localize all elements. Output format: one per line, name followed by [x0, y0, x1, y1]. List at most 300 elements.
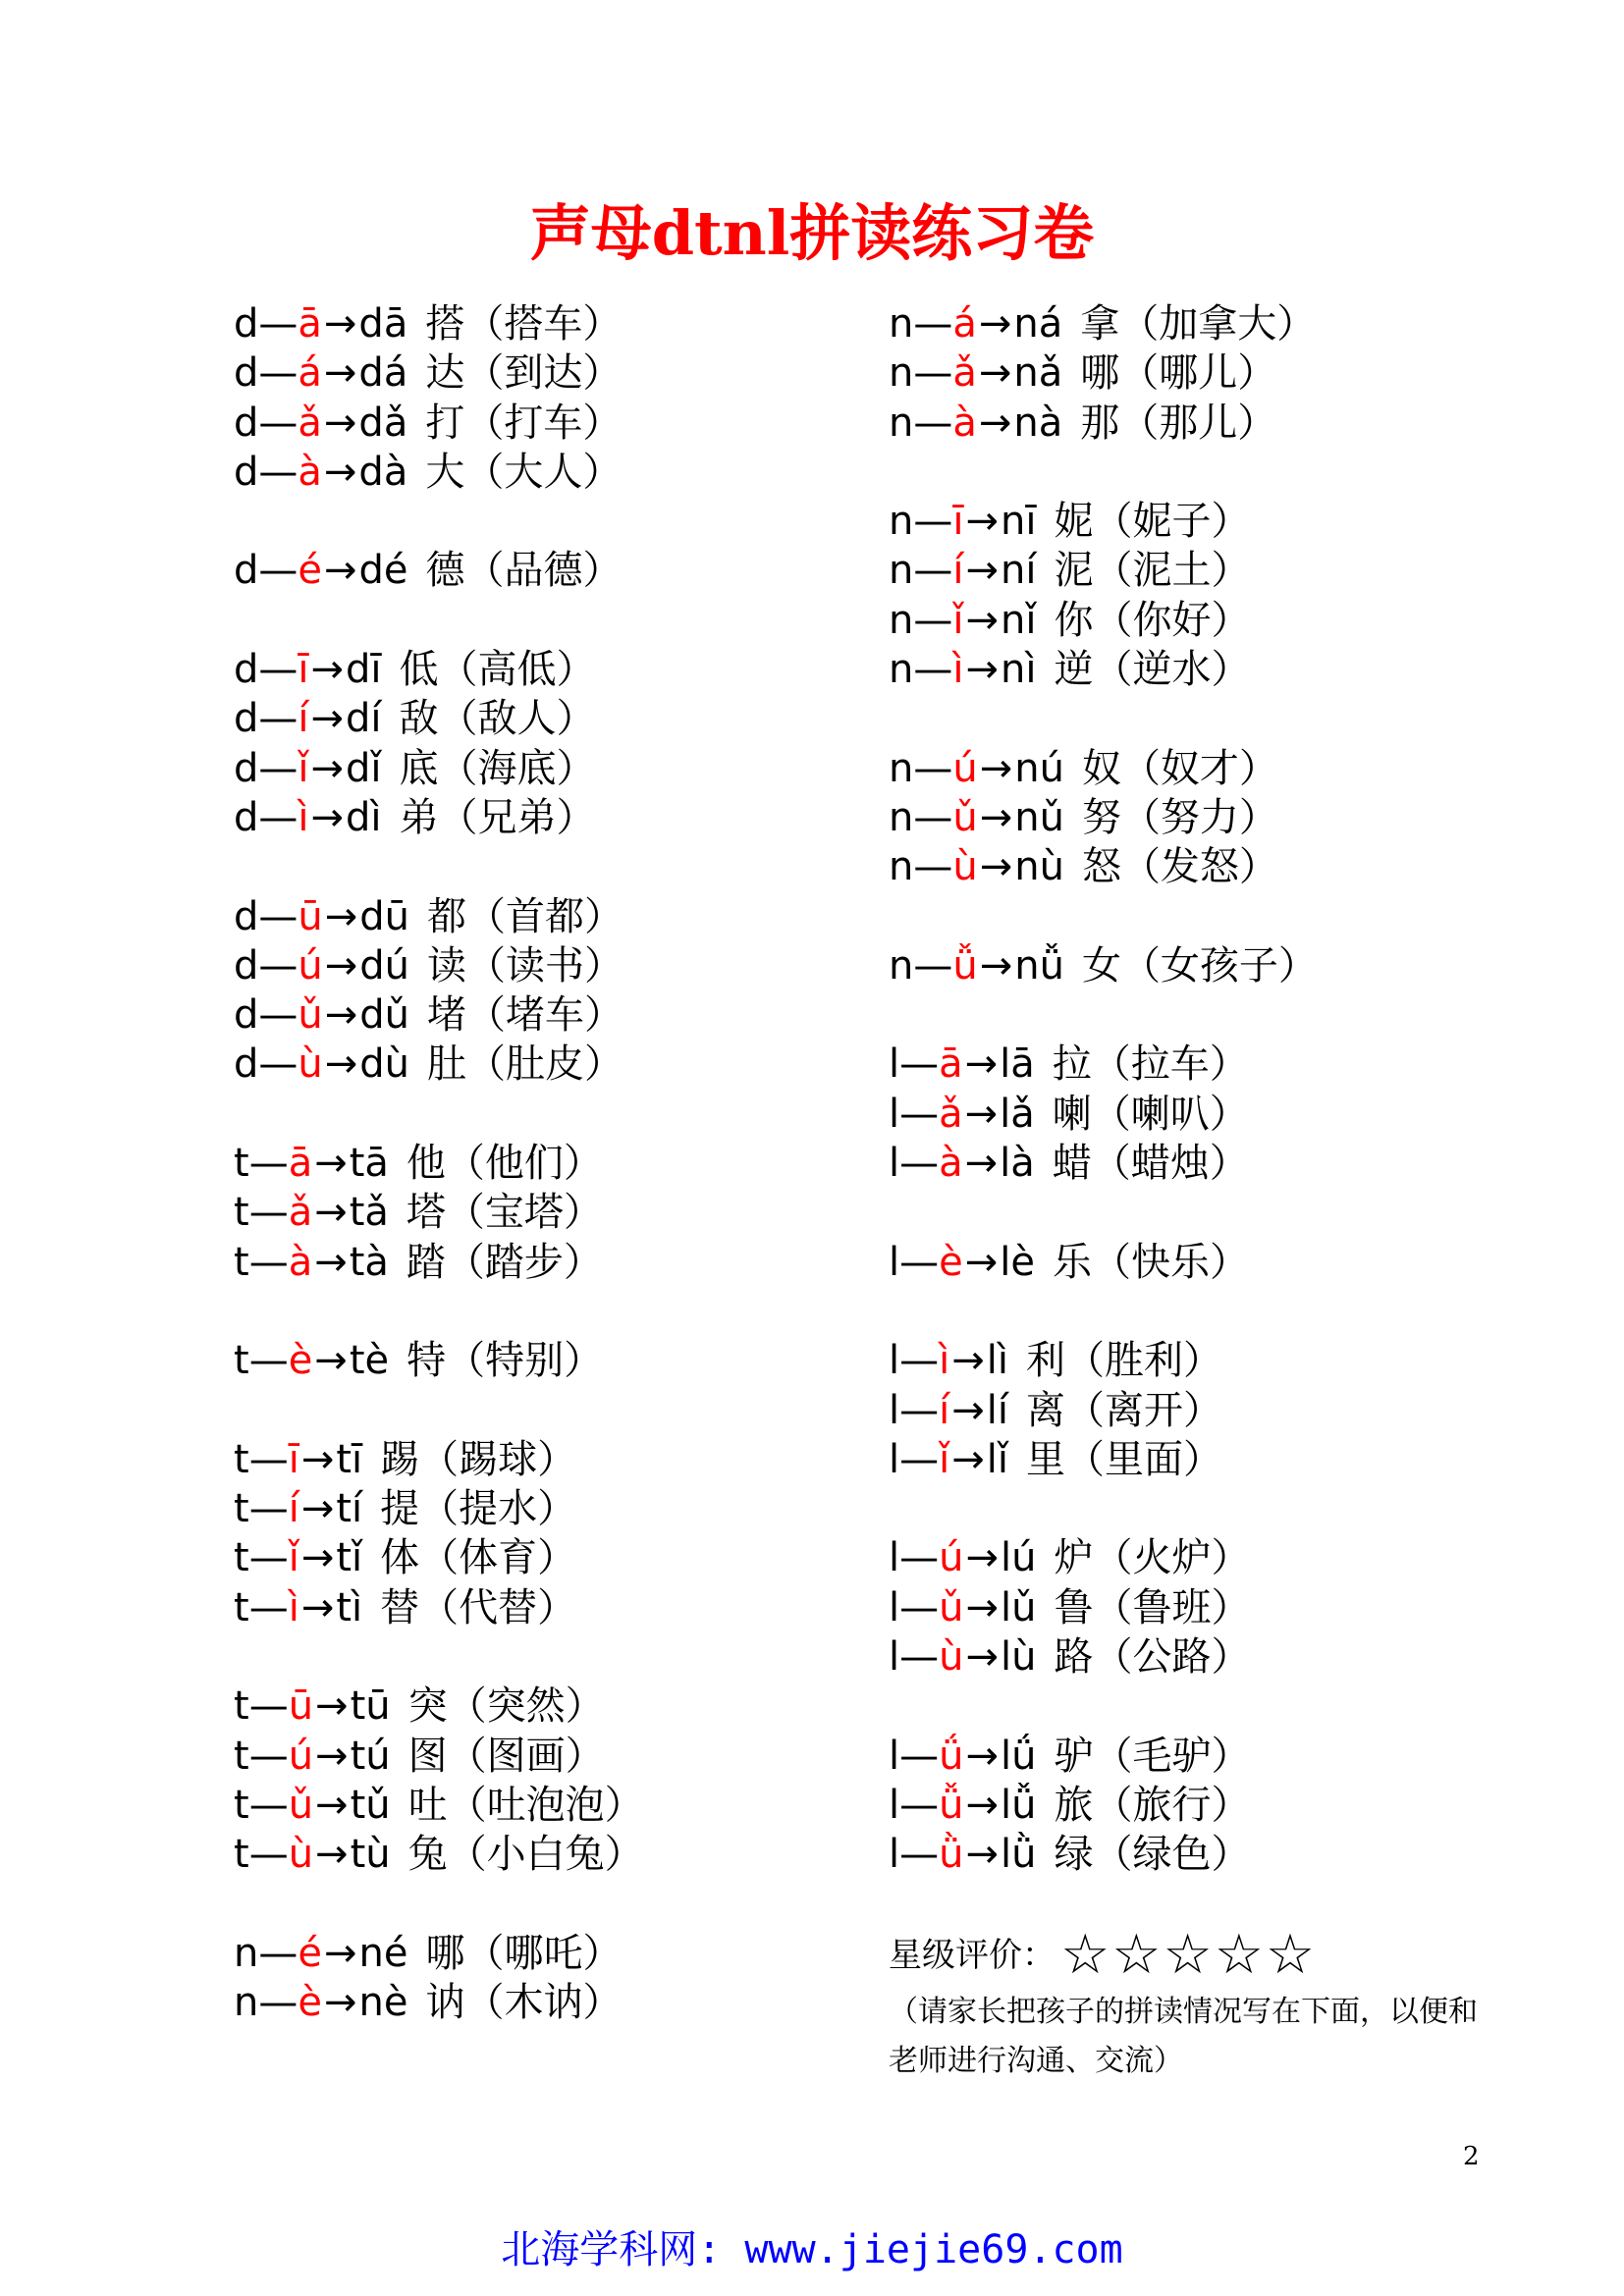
- syllable-result: nù: [1014, 844, 1064, 890]
- example-word: （读书）: [466, 942, 624, 988]
- dash-symbol: —: [258, 1041, 298, 1088]
- pinyin-row: [234, 941, 644, 990]
- initial-letter: l: [889, 1436, 900, 1482]
- pinyin-row: [234, 1830, 644, 1879]
- hanzi-character: 大: [425, 449, 465, 495]
- tone-vowel: è: [939, 1239, 963, 1285]
- blank-row: [889, 1287, 1318, 1336]
- dash-symbol: —: [899, 1782, 940, 1828]
- dash-symbol: —: [248, 1141, 289, 1187]
- arrow-icon: →: [323, 301, 357, 347]
- example-word: （他们）: [445, 1141, 603, 1187]
- initial-letter: n: [889, 794, 914, 840]
- rating-note: （请家长把孩子的拼读情况写在下面，以便和老师进行沟通、交流）: [889, 1995, 1478, 2078]
- dash-symbol: —: [899, 1338, 940, 1384]
- initial-letter: t: [234, 1239, 249, 1285]
- pinyin-row: [234, 399, 644, 448]
- pinyin-row: [234, 1781, 644, 1830]
- pinyin-row: [234, 1682, 644, 1731]
- blank-row: [234, 842, 644, 891]
- pinyin-row: [234, 793, 644, 842]
- blank-row: [234, 1287, 644, 1336]
- initial-letter: t: [234, 1683, 249, 1730]
- syllable-result: nǐ: [1001, 597, 1037, 643]
- example-word: （首都）: [466, 893, 624, 939]
- tone-vowel: ù: [298, 1041, 323, 1088]
- tone-vowel: ā: [288, 1141, 313, 1187]
- initial-letter: d: [234, 400, 259, 446]
- initial-letter: d: [234, 992, 259, 1039]
- pinyin-row: [889, 1435, 1318, 1484]
- pinyin-row: [234, 694, 644, 743]
- dash-symbol: —: [258, 794, 298, 840]
- syllable-result: dǔ: [359, 992, 410, 1039]
- initial-letter: l: [889, 1832, 900, 1878]
- arrow-icon: →: [310, 745, 345, 791]
- hanzi-character: 堵: [427, 992, 467, 1039]
- arrow-icon: →: [310, 696, 345, 742]
- pinyin-row: [234, 1732, 644, 1781]
- initial-letter: n: [234, 1930, 259, 1976]
- example-word: （敌人）: [438, 696, 596, 742]
- pinyin-row: [234, 299, 644, 348]
- tone-vowel: ù: [939, 1634, 964, 1681]
- syllable-result: dí: [346, 696, 382, 742]
- blank-row: [889, 694, 1318, 743]
- tone-vowel: ú: [952, 745, 978, 791]
- tone-vowel: ì: [298, 794, 309, 840]
- arrow-icon: →: [965, 499, 999, 545]
- syllable-result: lā: [1000, 1041, 1035, 1088]
- dash-symbol: —: [258, 350, 298, 397]
- hanzi-character: 拉: [1052, 1041, 1092, 1088]
- example-word: （吐泡泡）: [447, 1782, 644, 1828]
- example-word: （公路）: [1093, 1634, 1251, 1681]
- syllable-result: lù: [1001, 1634, 1037, 1681]
- hanzi-character: 女: [1081, 942, 1121, 988]
- hanzi-character: 哪: [425, 1930, 465, 1976]
- initial-letter: n: [234, 1980, 259, 2026]
- hanzi-character: 拿: [1080, 301, 1120, 347]
- pinyin-row: [889, 299, 1318, 348]
- dash-symbol: —: [248, 1486, 289, 1532]
- tone-vowel: í: [939, 1387, 950, 1433]
- dash-symbol: —: [913, 301, 953, 347]
- pinyin-row: [889, 793, 1318, 842]
- example-word: （特别）: [446, 1338, 604, 1384]
- blank-row: [889, 990, 1318, 1040]
- syllable-result: lè: [1000, 1239, 1035, 1285]
- arrow-icon: →: [964, 1141, 999, 1187]
- syllable-result: tū: [350, 1683, 391, 1730]
- tone-vowel: ī: [298, 647, 309, 693]
- tone-vowel: à: [939, 1141, 963, 1187]
- dash-symbol: —: [899, 1091, 940, 1137]
- blank-row: [889, 1484, 1318, 1533]
- example-word: （鲁班）: [1093, 1584, 1251, 1630]
- arrow-icon: →: [314, 1141, 348, 1187]
- pinyin-row: [889, 1040, 1318, 1089]
- initial-letter: n: [889, 301, 914, 347]
- dash-symbol: —: [913, 548, 953, 594]
- tone-vowel: ī: [288, 1436, 299, 1482]
- example-word: （到达）: [464, 350, 623, 397]
- pinyin-row: [889, 744, 1318, 793]
- hanzi-character: 底: [399, 745, 439, 791]
- arrow-icon: →: [315, 1683, 349, 1730]
- syllable-result: dà: [358, 449, 408, 495]
- example-word: （搭车）: [464, 301, 623, 347]
- arrow-icon: →: [979, 942, 1013, 988]
- dash-symbol: —: [248, 1832, 289, 1878]
- example-word: （离开）: [1065, 1387, 1222, 1433]
- example-word: （提水）: [419, 1486, 577, 1532]
- hanzi-character: 敌: [399, 696, 439, 742]
- initial-letter: d: [234, 1041, 259, 1088]
- initial-letter: n: [889, 548, 914, 594]
- dash-symbol: —: [248, 1733, 289, 1779]
- arrow-icon: →: [965, 1634, 999, 1681]
- hanzi-character: 低: [399, 647, 439, 693]
- pinyin-row: [889, 645, 1318, 694]
- arrow-icon: →: [965, 548, 999, 594]
- blank-row: [234, 1386, 644, 1435]
- hanzi-character: 踢: [380, 1436, 420, 1482]
- pinyin-row: [889, 546, 1318, 595]
- tone-vowel: ì: [939, 1338, 950, 1384]
- tone-vowel: í: [952, 548, 964, 594]
- tone-vowel: é: [298, 1930, 322, 1976]
- dash-symbol: —: [899, 1584, 940, 1630]
- pinyin-row: [234, 1435, 644, 1484]
- dash-symbol: —: [899, 1239, 940, 1285]
- pinyin-row: [234, 348, 644, 398]
- tone-vowel: ā: [298, 301, 322, 347]
- tone-vowel: ǎ: [952, 350, 977, 397]
- dash-symbol: —: [899, 1387, 940, 1433]
- dash-symbol: —: [913, 794, 953, 840]
- initial-letter: t: [234, 1141, 249, 1187]
- arrow-icon: →: [979, 794, 1013, 840]
- hanzi-character: 绿: [1054, 1832, 1094, 1878]
- arrow-icon: →: [315, 1733, 349, 1779]
- arrow-icon: →: [310, 794, 345, 840]
- example-word: （高低）: [438, 647, 596, 693]
- pinyin-row: [234, 1139, 644, 1188]
- hanzi-character: 旅: [1054, 1782, 1094, 1828]
- example-word: （努力）: [1120, 794, 1278, 840]
- hanzi-character: 塔: [406, 1190, 446, 1236]
- tone-vowel: à: [298, 449, 322, 495]
- pinyin-row: [234, 1336, 644, 1385]
- tone-vowel: ǘ: [939, 1733, 964, 1779]
- initial-letter: t: [234, 1338, 249, 1384]
- hanzi-character: 兔: [407, 1832, 448, 1878]
- initial-letter: l: [889, 1584, 900, 1630]
- tone-vowel: á: [298, 350, 322, 397]
- syllable-result: tǔ: [350, 1782, 391, 1828]
- dash-symbol: —: [258, 745, 298, 791]
- arrow-icon: →: [965, 1832, 999, 1878]
- initial-letter: l: [889, 1239, 900, 1285]
- dash-symbol: —: [899, 1634, 940, 1681]
- example-word: （逆水）: [1093, 647, 1251, 693]
- dash-symbol: —: [248, 1535, 289, 1581]
- hanzi-character: 讷: [425, 1980, 465, 2026]
- pinyin-row: [234, 1929, 644, 1978]
- pinyin-row: [234, 1238, 644, 1287]
- hanzi-character: 提: [380, 1486, 420, 1532]
- pinyin-row: [889, 596, 1318, 645]
- dash-symbol: —: [913, 745, 953, 791]
- pinyin-row: [234, 744, 644, 793]
- initial-letter: t: [234, 1190, 249, 1236]
- initial-letter: t: [234, 1832, 249, 1878]
- dash-symbol: —: [258, 301, 298, 347]
- syllable-result: lǜ: [1001, 1832, 1037, 1878]
- dash-symbol: —: [248, 1584, 289, 1630]
- blank-row: [234, 596, 644, 645]
- tone-vowel: ǚ: [939, 1782, 964, 1828]
- initial-letter: l: [889, 1535, 900, 1581]
- hanzi-character: 肚: [427, 1041, 467, 1088]
- example-word: （毛驴）: [1093, 1733, 1251, 1779]
- pinyin-row: [234, 1978, 644, 2027]
- example-word: （海底）: [438, 745, 596, 791]
- syllable-result: dǎ: [358, 400, 408, 446]
- blank-row: [889, 1188, 1318, 1237]
- initial-letter: n: [889, 597, 914, 643]
- example-word: （快乐）: [1091, 1239, 1249, 1285]
- pinyin-row: [889, 399, 1318, 448]
- tone-vowel: ī: [952, 499, 964, 545]
- arrow-icon: →: [314, 1190, 348, 1236]
- initial-letter: t: [234, 1782, 249, 1828]
- pinyin-row: [234, 448, 644, 497]
- example-word: （踏步）: [445, 1239, 603, 1285]
- syllable-result: tī: [336, 1436, 363, 1482]
- hanzi-character: 喇: [1052, 1091, 1092, 1137]
- arrow-icon: →: [323, 400, 357, 446]
- arrow-icon: →: [323, 350, 357, 397]
- syllable-result: nǔ: [1014, 794, 1064, 840]
- syllable-result: dā: [358, 301, 408, 347]
- dash-symbol: —: [248, 1782, 289, 1828]
- pinyin-row: [234, 892, 644, 941]
- arrow-icon: →: [951, 1338, 985, 1384]
- star-rating: [889, 1923, 1318, 1987]
- hanzi-character: 踏: [406, 1239, 446, 1285]
- blank-row: [234, 1090, 644, 1139]
- example-word: （堵车）: [466, 992, 624, 1039]
- syllable-result: nú: [1014, 745, 1064, 791]
- arrow-icon: →: [300, 1486, 335, 1532]
- arrow-icon: →: [951, 1387, 985, 1433]
- initial-letter: d: [234, 449, 259, 495]
- dash-symbol: —: [913, 400, 953, 446]
- pinyin-row: [234, 990, 644, 1040]
- pinyin-row: [889, 1533, 1318, 1582]
- syllable-result: dǐ: [346, 745, 382, 791]
- tone-vowel: ú: [288, 1733, 314, 1779]
- example-word: （哪儿）: [1119, 350, 1277, 397]
- pinyin-row: [889, 497, 1318, 546]
- hanzi-character: 离: [1026, 1387, 1065, 1433]
- arrow-icon: →: [300, 1436, 335, 1482]
- hanzi-character: 吐: [407, 1782, 448, 1828]
- dash-symbol: —: [258, 696, 298, 742]
- hanzi-character: 特: [406, 1338, 447, 1384]
- pinyin-row: [234, 1188, 644, 1237]
- example-word: （发怒）: [1120, 844, 1278, 890]
- initial-letter: d: [234, 548, 259, 594]
- pinyin-row: [889, 1336, 1318, 1385]
- tone-vowel: ǐ: [298, 745, 309, 791]
- hanzi-character: 泥: [1054, 548, 1094, 594]
- example-word: （奴才）: [1120, 745, 1278, 791]
- hanzi-character: 利: [1026, 1338, 1065, 1384]
- tone-vowel: ú: [939, 1535, 964, 1581]
- pinyin-row: [889, 348, 1318, 398]
- hanzi-character: 那: [1080, 400, 1120, 446]
- pinyin-row: [889, 1090, 1318, 1139]
- tone-vowel: ǜ: [939, 1832, 964, 1878]
- dash-symbol: —: [248, 1190, 289, 1236]
- example-word: （图画）: [447, 1733, 605, 1779]
- initial-letter: l: [889, 1338, 900, 1384]
- example-word: （旅行）: [1093, 1782, 1251, 1828]
- tone-vowel: à: [288, 1239, 313, 1285]
- example-word: （绿色）: [1093, 1832, 1251, 1878]
- initial-letter: l: [889, 1634, 900, 1681]
- example-word: （那儿）: [1119, 400, 1277, 446]
- hanzi-character: 里: [1026, 1436, 1065, 1482]
- syllable-result: tù: [350, 1832, 391, 1878]
- syllable-result: dū: [359, 893, 410, 939]
- example-word: （女孩子）: [1120, 942, 1318, 988]
- dash-symbol: —: [913, 597, 953, 643]
- syllable-result: ná: [1013, 301, 1063, 347]
- pinyin-row: [234, 546, 644, 595]
- pinyin-row: [234, 1533, 644, 1582]
- initial-letter: l: [889, 1091, 900, 1137]
- syllable-result: tí: [336, 1486, 363, 1532]
- dash-symbol: —: [899, 1041, 940, 1088]
- left-column: [234, 299, 644, 2027]
- syllable-result: lí: [986, 1387, 1008, 1433]
- example-word: （妮子）: [1093, 499, 1251, 545]
- initial-letter: t: [234, 1733, 249, 1779]
- blank-row: [234, 497, 644, 546]
- tone-vowel: á: [952, 301, 977, 347]
- pinyin-row: [889, 1732, 1318, 1781]
- pinyin-row: [234, 645, 644, 694]
- arrow-icon: →: [965, 647, 999, 693]
- rating-label: 星级评价：: [889, 1936, 1056, 1975]
- dash-symbol: —: [899, 1832, 940, 1878]
- syllable-result: dì: [346, 794, 382, 840]
- tone-vowel: ǎ: [298, 400, 322, 446]
- syllable-result: dī: [346, 647, 382, 693]
- arrow-icon: →: [951, 1436, 985, 1482]
- dash-symbol: —: [899, 1535, 940, 1581]
- pinyin-row: [889, 842, 1318, 891]
- example-word: （踢球）: [419, 1436, 577, 1482]
- hanzi-character: 达: [425, 350, 465, 397]
- pinyin-row: [889, 941, 1318, 990]
- hanzi-character: 乐: [1052, 1239, 1092, 1285]
- initial-letter: n: [889, 499, 914, 545]
- hanzi-character: 奴: [1081, 745, 1121, 791]
- syllable-result: nà: [1013, 400, 1063, 446]
- hanzi-character: 突: [407, 1683, 448, 1730]
- syllable-result: dá: [358, 350, 408, 397]
- arrow-icon: →: [965, 1535, 999, 1581]
- tone-vowel: ū: [298, 893, 323, 939]
- hanzi-character: 体: [380, 1535, 420, 1581]
- initial-letter: d: [234, 696, 259, 742]
- example-word: （泥土）: [1093, 548, 1251, 594]
- syllable-result: dú: [359, 942, 410, 988]
- hanzi-character: 替: [380, 1584, 420, 1630]
- blank-row: [889, 448, 1318, 497]
- initial-letter: d: [234, 301, 259, 347]
- hanzi-character: 打: [425, 400, 465, 446]
- dash-symbol: —: [258, 548, 298, 594]
- blank-row: [234, 1632, 644, 1682]
- example-word: （小白兔）: [447, 1832, 644, 1878]
- initial-letter: n: [889, 647, 914, 693]
- footer-site-link[interactable]: 北海学科网: www.jiejie69.com: [501, 2227, 1123, 2272]
- syllable-result: nǎ: [1013, 350, 1063, 397]
- initial-letter: l: [889, 1782, 900, 1828]
- hanzi-character: 蜡: [1052, 1141, 1092, 1187]
- tone-vowel: ǔ: [952, 794, 978, 840]
- arrow-icon: →: [315, 1782, 349, 1828]
- example-word: （加拿大）: [1119, 301, 1317, 347]
- hanzi-character: 弟: [399, 794, 439, 840]
- rating-stars[interactable]: ☆☆☆☆☆: [1060, 1923, 1318, 1987]
- pinyin-row: [889, 1139, 1318, 1188]
- example-word: （里面）: [1065, 1436, 1222, 1482]
- arrow-icon: →: [324, 1041, 358, 1088]
- arrow-icon: →: [314, 1239, 348, 1285]
- example-word: （火炉）: [1093, 1535, 1251, 1581]
- tone-vowel: ǔ: [939, 1584, 964, 1630]
- initial-letter: n: [889, 942, 914, 988]
- hanzi-character: 德: [425, 548, 465, 594]
- initial-letter: d: [234, 942, 259, 988]
- syllable-result: lǘ: [1001, 1733, 1037, 1779]
- example-word: （大人）: [464, 449, 623, 495]
- syllable-result: lǐ: [986, 1436, 1008, 1482]
- dash-symbol: —: [899, 1436, 940, 1482]
- arrow-icon: →: [324, 548, 357, 594]
- initial-letter: n: [889, 350, 914, 397]
- arrow-icon: →: [314, 1338, 348, 1384]
- example-word: （品德）: [464, 548, 623, 594]
- initial-letter: n: [889, 844, 914, 890]
- arrow-icon: →: [323, 449, 357, 495]
- dash-symbol: —: [258, 400, 298, 446]
- hanzi-character: 都: [427, 893, 467, 939]
- syllable-result: tì: [336, 1584, 363, 1630]
- syllable-result: nè: [358, 1980, 408, 2026]
- example-word: （哪吒）: [464, 1930, 623, 1976]
- example-word: （兄弟）: [438, 794, 596, 840]
- hanzi-character: 怒: [1081, 844, 1121, 890]
- pinyin-row: [889, 1238, 1318, 1287]
